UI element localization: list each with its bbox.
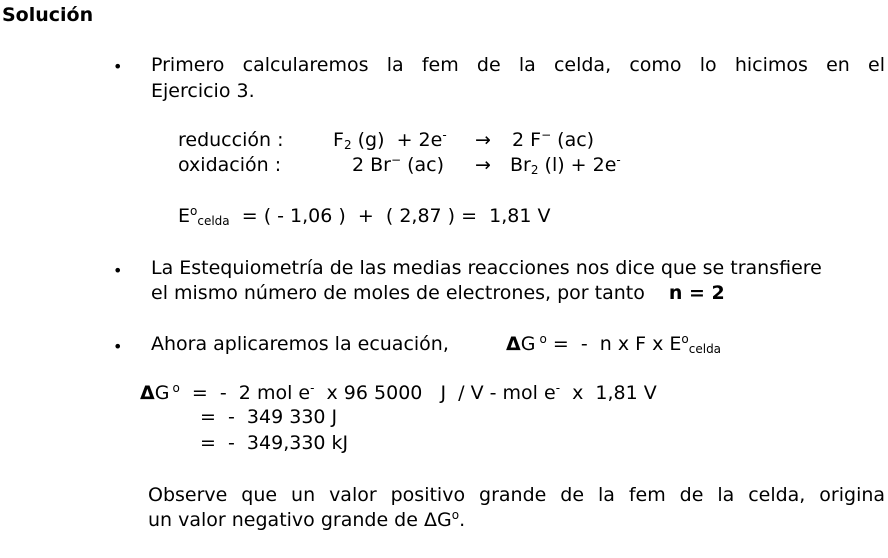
paragraph-1-word: el [868, 54, 885, 76]
paragraph-1-word: Primero [151, 54, 225, 76]
bullet-icon: • [113, 337, 123, 356]
paragraph-1-word: lo [699, 54, 717, 76]
observation-word: valor [329, 484, 377, 506]
paragraph-1-word: en [826, 54, 850, 76]
reduction-arrow: → [475, 129, 491, 151]
oxidation-product: $Br_2$ (l) + 2e- [510, 153, 621, 177]
observation-word: de [679, 484, 704, 506]
paragraph-1-word: hicimos [734, 54, 808, 76]
observation-word: Observe [148, 484, 228, 506]
paragraph-3-text: Ahora aplicaremos la ecuación, [151, 333, 449, 355]
observation-word: que [241, 484, 278, 506]
paragraph-1-word: celda, [553, 54, 612, 76]
calc-line-3: = - 349,330 kJ [200, 432, 349, 454]
calc-line-1: ΔG $^o$ = - 2 mol e- x 96 5000 J / V - mol e- x 1,81 V [140, 381, 657, 404]
oxidation-arrow: → [475, 154, 491, 176]
observation-word: fem [628, 484, 666, 506]
observation-line-2: un valor negativo grande de $\Delta G^o$. [148, 508, 466, 531]
paragraph-2-line-1: La Estequiometría de las medias reacciones nos dice que se transfiere [151, 257, 822, 279]
observation-word: celda, [748, 484, 806, 506]
bullet-icon: • [113, 261, 123, 280]
paragraph-1-word: la [386, 54, 404, 76]
observation-word: la [717, 484, 735, 506]
gibbs-equation: ΔG $^o$ = - n x F x $E^o_{celda}$ [506, 332, 722, 356]
paragraph-1-word: fem [421, 54, 459, 76]
observation-line-1 [148, 484, 885, 506]
observation-word: de [560, 484, 585, 506]
section-title: Solución [2, 4, 94, 26]
paragraph-1-word: calcularemos [242, 54, 369, 76]
paragraph-1-line-1 [151, 54, 885, 76]
reduction-equation: $F_2$ (g) + 2e- [333, 128, 447, 152]
oxidation-reactant: 2 Br− (ac) [352, 153, 445, 176]
paragraph-1-word: como [629, 54, 682, 76]
observation-word: positivo [390, 484, 466, 506]
ecell-equation: $E^o_{celda}$ = ( - 1,06 ) + ( 2,87 ) = 1,81 V [178, 204, 551, 228]
observation-word: origina [819, 484, 886, 506]
paragraph-1-line-2: Ejercicio 3. [151, 80, 255, 102]
oxidation-label: oxidación : [178, 154, 282, 176]
observation-word: grande [479, 484, 547, 506]
reduction-label: reducción : [178, 129, 284, 151]
reduction-product: 2 F− (ac) [512, 128, 595, 151]
bullet-icon: • [113, 57, 123, 76]
paragraph-2-line-2: el mismo número de moles de electrones, por tanto n = 2 [151, 282, 725, 304]
observation-word: la [597, 484, 615, 506]
calc-line-2: = - 349 330 J [200, 406, 338, 428]
observation-word: un [291, 484, 316, 506]
paragraph-1-word: la [518, 54, 536, 76]
paragraph-1-word: de [476, 54, 501, 76]
